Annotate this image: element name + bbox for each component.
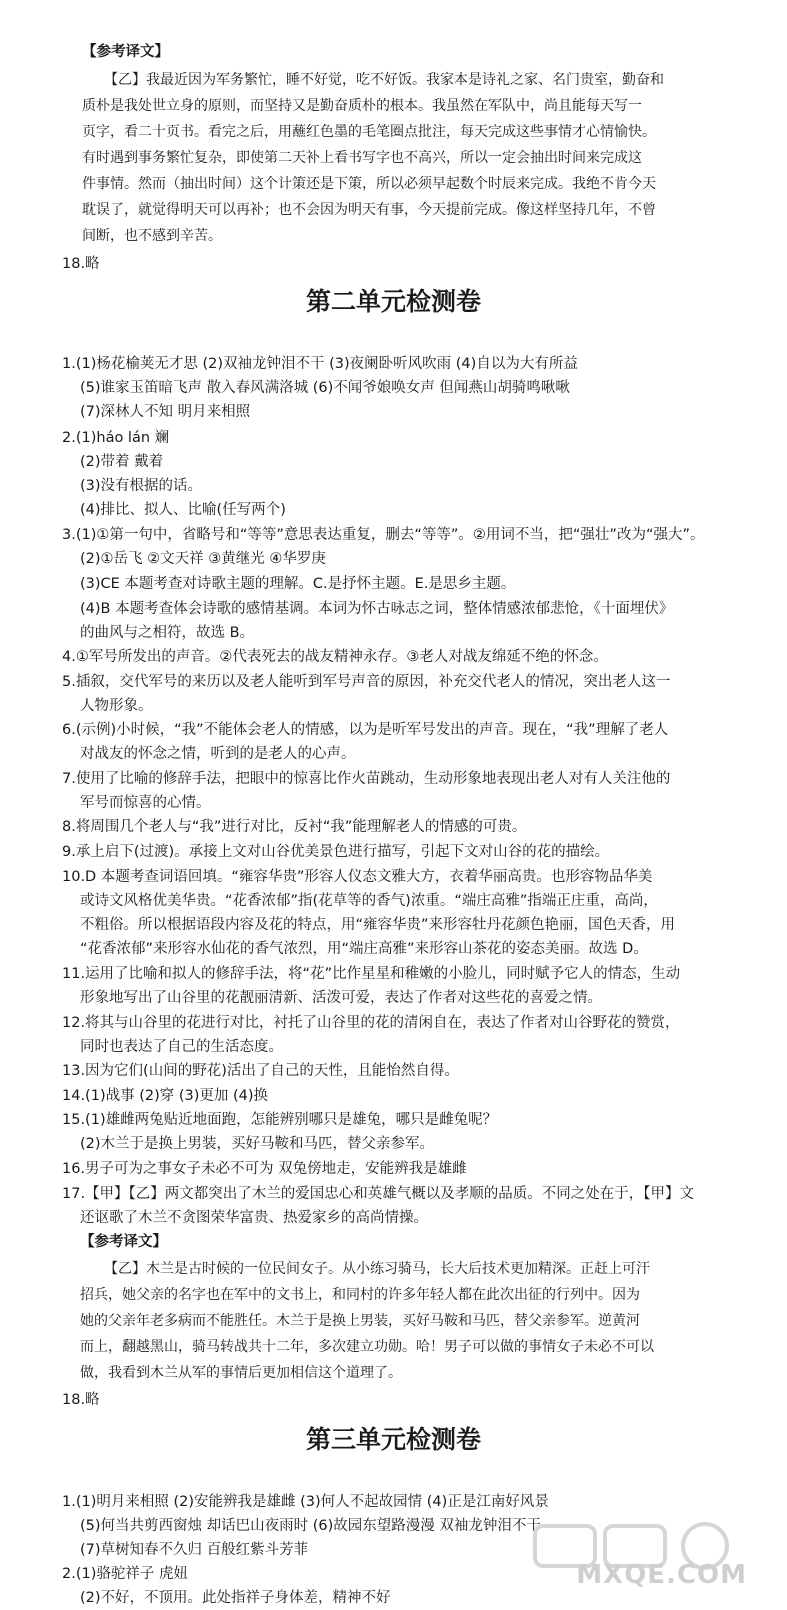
text-line: 做，我看到木兰从军的事情后更加相信这个道理了。 bbox=[80, 1365, 402, 1381]
text-line: 【乙】木兰是古时候的一位民间女子。从小练习骑马，长大后技术更加精深。正赶上可汗 bbox=[104, 1261, 650, 1277]
text-line: (2)①岳飞 ②文天祥 ③黄继光 ④华罗庚 bbox=[80, 551, 326, 567]
text-line: 不粗俗。所以根据语段内容及花的特点，用“雍容华贵”来形容牡丹花颜色艳丽，国色天香，用 bbox=[80, 917, 676, 933]
text-line: 18.略 bbox=[62, 1392, 100, 1408]
unit2-heading: 第二单元检测卷 bbox=[305, 287, 481, 316]
text-line: 14.(1)战事 (2)穿 (3)更加 (4)换 bbox=[62, 1088, 269, 1104]
text-line: 5.插叙，交代军号的来历以及老人能听到军号声音的原因，补充交代老人的情况，突出老人这一 bbox=[62, 674, 671, 690]
text-line: (2)不好，不顶用。此处指祥子身体差，精神不好 bbox=[80, 1590, 391, 1606]
text-line: 7.使用了比喻的修辞手法，把眼中的惊喜比作火苗跳动，生动形象地表现出老人对有人关注他的 bbox=[62, 771, 671, 787]
text-line: 2.(1)骆驼祥子 虎妞 bbox=[62, 1566, 188, 1582]
text-line: 2.(1)háo lán 斓 bbox=[62, 430, 170, 446]
text-line: 或诗文风格优美华贵。“花香浓郁”指(花草等的香气)浓重。“端庄高雅”指端正庄重，高尚， bbox=[80, 893, 658, 909]
text-line: 11.运用了比喻和拟人的修辞手法，将“花”比作星星和稚嫩的小脸儿，同时赋予它人的情态，生动 bbox=[62, 966, 681, 982]
text-line: (7)草树知春不久归 百般红紫斗芳菲 bbox=[80, 1542, 309, 1558]
text-line: 6.(示例)小时候，“我”不能体会老人的情感，以为是听军号发出的声音。现在，“我”理解了老人 bbox=[62, 722, 669, 738]
text-line: 人物形象。 bbox=[80, 698, 153, 714]
text-line: 间断，也不感到辛苦。 bbox=[82, 228, 222, 244]
text-line: 【参考译文】 bbox=[80, 1234, 167, 1250]
text-line: 件事情。然而（抽出时间）这个计策还是下策，所以必须早起数个时辰来完成。我绝不肯今天 bbox=[82, 176, 656, 192]
text-line: 1.(1)杨花榆荚无才思 (2)双袖龙钟泪不干 (3)夜阑卧听风吹雨 (4)自以为大有所益 bbox=[62, 356, 578, 372]
text-line: 1.(1)明月来相照 (2)安能辨我是雄雌 (3)何人不起故园情 (4)正是江南好风景 bbox=[62, 1494, 549, 1510]
text-line: 10.D 本题考查词语回填。“雍容华贵”形容人仪态文雅大方，衣着华丽高贵。也形容物品华美 bbox=[62, 869, 653, 885]
text-line: (2)带着 戴着 bbox=[80, 454, 164, 470]
text-line: (7)深林人不知 明月来相照 bbox=[80, 404, 251, 420]
text-line: (2)木兰于是换上男装，买好马鞍和马匹，替父亲参军。 bbox=[80, 1136, 435, 1152]
text-line: 17.【甲】【乙】两文都突出了木兰的爱国忠心和英雄气概以及孝顺的品质。不同之处在于，【甲】文 bbox=[62, 1186, 695, 1202]
text-line: 她的父亲年老多病而不能胜任。木兰于是换上男装，买好马鞍和马匹，替父亲参军。逆黄河 bbox=[80, 1313, 640, 1329]
text-line: 8.将周围几个老人与“我”进行对比，反衬“我”能理解老人的情感的可贵。 bbox=[62, 819, 527, 835]
text-line: 18.略 bbox=[62, 256, 100, 272]
text-line: 招兵，她父亲的名字也在军中的文书上，和同村的许多年轻人都在此次出征的行列中。因为 bbox=[80, 1287, 640, 1303]
text-line: 16.男子可为之事女子未必不可为 双兔傍地走，安能辨我是雄雌 bbox=[62, 1161, 467, 1177]
unit3-heading: 第三单元检测卷 bbox=[305, 1425, 481, 1454]
text-line: 【参考译文】 bbox=[82, 44, 169, 60]
text-line: (3)CE 本题考查对诗歌主题的理解。C.是抒怀主题。E.是思乡主题。 bbox=[80, 576, 516, 592]
text-line: 3.(1)①第一句中，省略号和“等等”意思表达重复，删去“等等”。②用词不当，把“强壮”改为“强大”。 bbox=[62, 527, 705, 543]
text-line: 13.因为它们(山间的野花)活出了自己的天性，且能怡然自得。 bbox=[62, 1063, 459, 1079]
text-line: 4.①军号所发出的声音。②代表死去的战友精神永存。③老人对战友绵延不绝的怀念。 bbox=[62, 649, 608, 665]
text-line: 同时也表达了自己的生活态度。 bbox=[80, 1039, 283, 1055]
text-line: 【乙】我最近因为军务繁忙，睡不好觉，吃不好饭。我家本是诗礼之家、名门贵室，勤奋和 bbox=[104, 72, 664, 88]
text-line: 12.将其与山谷里的花进行对比，衬托了山谷里的花的清闲自在，表达了作者对山谷野花的赞赏， bbox=[62, 1015, 680, 1031]
text-line: 质朴是我处世立身的原则，而坚持又是勤奋质朴的根本。我虽然在军队中，尚且能每天写一 bbox=[82, 98, 642, 114]
text-line: 军号而惊喜的心情。 bbox=[80, 795, 211, 811]
text-line: 页字，看二十页书。看完之后，用蘸红色墨的毛笔圈点批注，每天完成这些事情才心情愉快。 bbox=[82, 124, 656, 140]
text-line: (4)B 本题考查体会诗歌的感情基调。本词为怀古咏志之词，整体情感浓郁悲怆，《十面埋伏》 bbox=[80, 601, 674, 617]
text-line: “花香浓郁”来形容水仙花的香气浓烈，用“端庄高雅”来形容山茶花的姿态美丽。故选 D。 bbox=[80, 941, 648, 957]
watermark-text: MXQE.COM bbox=[576, 1560, 747, 1590]
text-line: 的曲风与之相符，故选 B。 bbox=[80, 625, 255, 641]
text-line: (4)排比、拟人、比喻(任写两个) bbox=[80, 502, 286, 518]
text-line: 而上，翻越黑山，骑马转战共十二年，多次建立功勋。哈！男子可以做的事情女子未必不可以 bbox=[80, 1339, 654, 1355]
text-line: 耽误了，就觉得明天可以再补；也不会因为明天有事，今天提前完成。像这样坚持几年，不曾 bbox=[82, 202, 656, 218]
text-line: 对战友的怀念之情，听到的是老人的心声。 bbox=[80, 746, 356, 762]
text-line: 15.(1)雄雌两兔贴近地面跑，怎能辨别哪只是雄兔，哪只是雌兔呢？ bbox=[62, 1112, 498, 1128]
text-line: 9.承上启下(过渡)。承接上文对山谷优美景色进行描写，引起下文对山谷的花的描绘。 bbox=[62, 844, 610, 860]
text-line: 有时遇到事务繁忙复杂，即使第二天补上看书写字也不高兴，所以一定会抽出时间来完成这 bbox=[82, 150, 642, 166]
text-line: (3)没有根据的话。 bbox=[80, 478, 203, 494]
text-line: (5)何当共剪西窗烛 却话巴山夜雨时 (6)故园东望路漫漫 双袖龙钟泪不干 bbox=[80, 1518, 541, 1534]
text-line: 还讴歌了木兰不贪图荣华富贵、热爱家乡的高尚情操。 bbox=[80, 1210, 428, 1226]
text-line: (5)谁家玉笛暗飞声 散入春风满洛城 (6)不闻爷娘唤女声 但闻燕山胡骑鸣啾啾 bbox=[80, 380, 570, 396]
text-line: 形象地写出了山谷里的花靓丽清新、活泼可爱，表达了作者对这些花的喜爱之情。 bbox=[80, 990, 602, 1006]
